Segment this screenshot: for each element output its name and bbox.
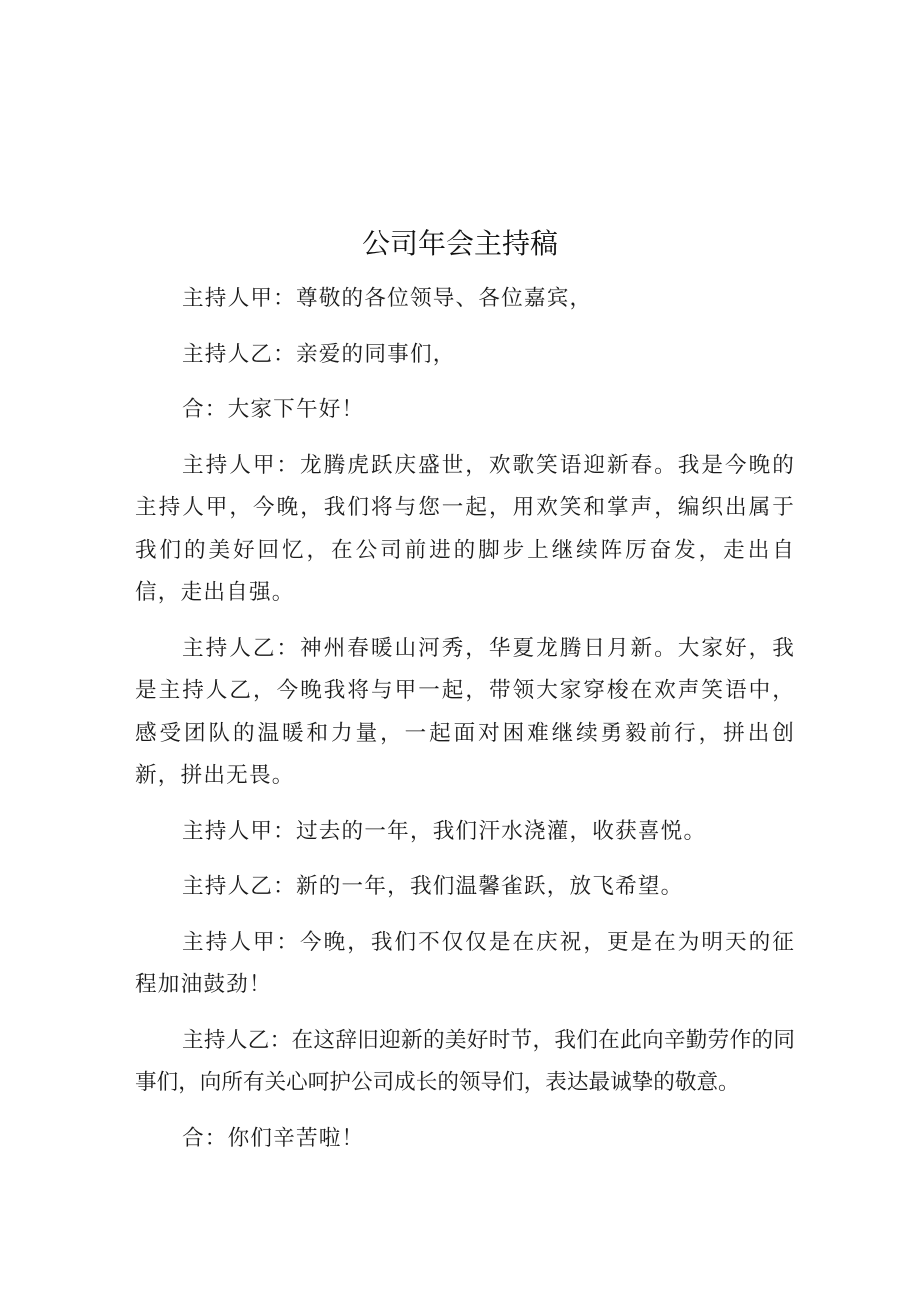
paragraph: 主持人甲：尊敬的各位领导、各位嘉宾， <box>182 286 593 311</box>
paragraph: 主持人乙：亲爱的同事们， <box>182 341 456 367</box>
paragraph: 主持人乙：神州春暖山河秀，华夏龙腾日月新。大家好，我是主持人乙，今晚我将与甲一起，带领大家穿梭在欢声笑语中，感受团队的温暖和力量，一起面对困难继续勇毅前行，拼出创新，拼出无畏。 <box>135 635 795 788</box>
paragraph: 主持人甲：过去的一年，我们汗水浇灌，收获喜悦。 <box>182 818 707 844</box>
paragraph: 主持人甲：今晚，我们不仅仅是在庆祝，更是在为明天的征程加油鼓劲！ <box>135 929 795 997</box>
document-body <box>135 278 795 1173</box>
paragraph: 合：你们辛苦啦！ <box>182 1125 365 1151</box>
paragraph: 主持人甲：龙腾虎跃庆盛世，欢歌笑语迎新春。我是今晚的主持人甲，今晚，我们将与您一起，用欢笑和掌声，编织出属于我们的美好回忆，在公司前进的脚步上继续阵厉奋发，走出自信，走出自强。 <box>135 452 795 605</box>
document-title: 公司年会主持稿 <box>361 227 558 260</box>
paragraph: 主持人乙：在这辞旧迎新的美好时节，我们在此向辛勤劳作的同事们，向所有关心呵护公司成长的领导们，表达最诚挚的敬意。 <box>135 1027 795 1095</box>
paragraph: 合：大家下午好！ <box>182 397 365 422</box>
paragraph: 主持人乙：新的一年，我们温馨雀跃，放飞希望。 <box>182 874 684 899</box>
